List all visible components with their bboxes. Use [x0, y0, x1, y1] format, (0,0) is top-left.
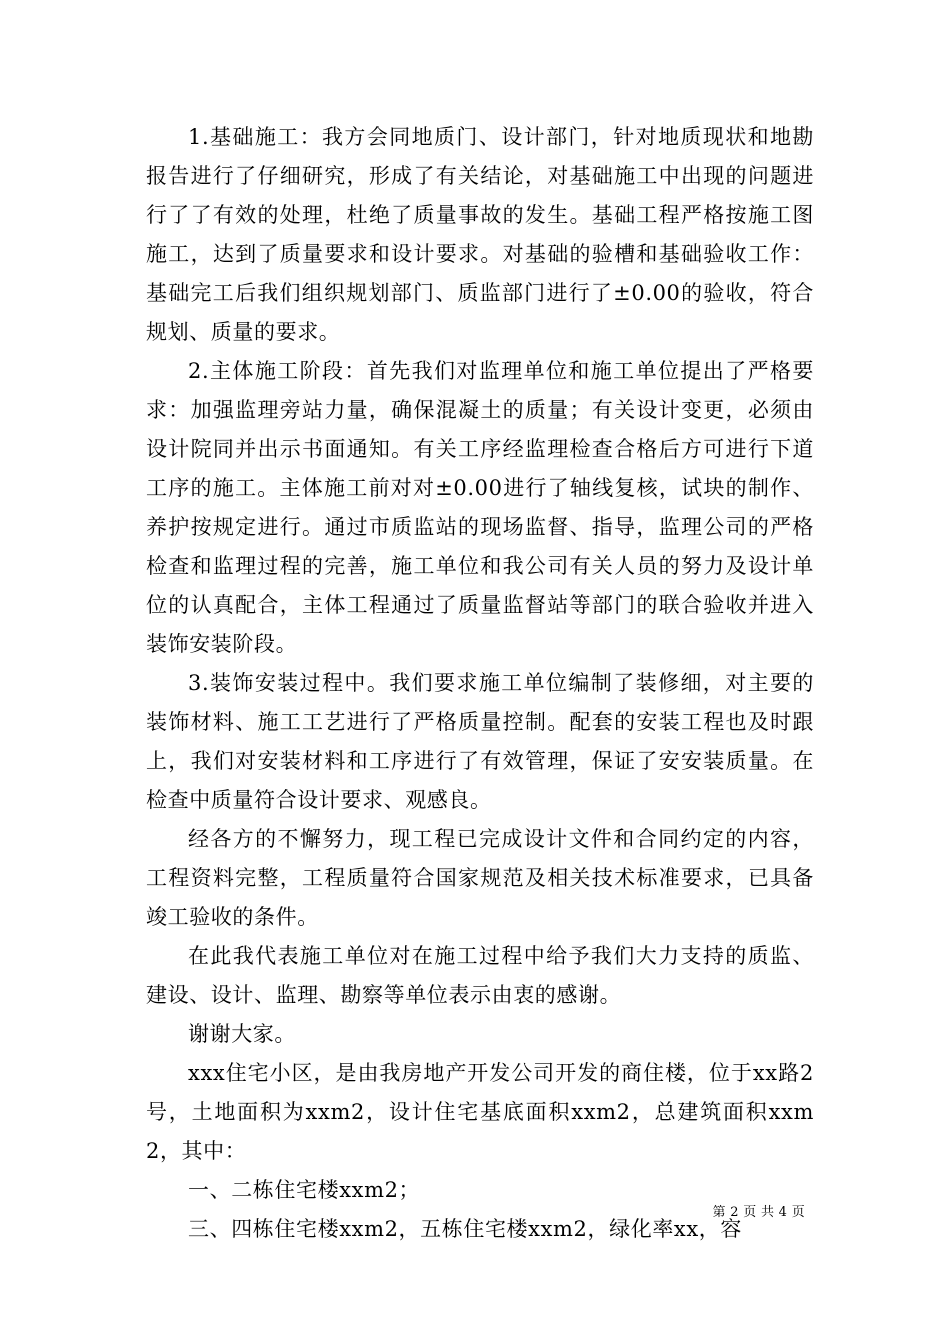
paragraph-decoration: 3.装饰安装过程中。我们要求施工单位编制了装修细，对主要的装饰材料、施工工艺进行了严格质量控制。配套的安装工程也及时跟上，我们对安装材料和工序进行了有效管理，保证了安安装质量。在检查中质量符合设计要求、观感良。 [146, 671, 814, 812]
page-number: 第 2 页 共 4 页 [712, 1205, 805, 1220]
paragraph-project-intro: xxx住宅小区，是由我房地产开发公司开发的商住楼，位于xx路2号，土地面积为xxm2，设计住宅基底面积xxm2，总建筑面积xxm2，其中： [146, 1061, 814, 1163]
paragraph-buildings-1-2: 一、二栋住宅楼xxm2； [188, 1178, 421, 1202]
paragraph-buildings-3-5: 三、四栋住宅楼xxm2，五栋住宅楼xxm2，绿化率xx，容 [188, 1217, 743, 1241]
document-body [146, 118, 814, 1249]
paragraph-thanks: 在此我代表施工单位对在施工过程中给予我们大力支持的质监、建设、设计、监理、勘察等单位表示由衷的感谢。 [146, 944, 814, 1007]
paragraph-closing: 谢谢大家。 [188, 1022, 296, 1046]
paragraph-foundation: 1.基础施工：我方会同地质门、设计部门，针对地质现状和地勘报告进行了仔细研究，形成了有关结论，对基础施工中出现的问题进行了了有效的处理，杜绝了质量事故的发生。基础工程严格按施工图施工，达到了质量要求和设计要求。对基础的验槽和基础验收工作：基础完工后我们组织规划部门、质监部门进行了±0.00的验收，符合规划、质量的要求。 [146, 125, 814, 344]
paragraph-main-structure: 2.主体施工阶段：首先我们对监理单位和施工单位提出了严格要求：加强监理旁站力量，确保混凝土的质量；有关设计变更，必须由设计院同并出示书面通知。有关工序经监理检查合格后方可进行下道工序的施工。主体施工前对对±0.00进行了轴线复核，试块的制作、养护按规定进行。通过市质监站的现场监督、指导，监理公司的严格检查和监理过程的完善，施工单位和我公司有关人员的努力及设计单位的认真配合，主体工程通过了质量监督站等部门的联合验收并进入装饰安装阶段。 [146, 359, 814, 656]
paragraph-completion: 经各方的不懈努力，现工程已完成设计文件和合同约定的内容，工程资料完整，工程质量符合国家规范及相关技术标准要求，已具备竣工验收的条件。 [146, 827, 814, 929]
